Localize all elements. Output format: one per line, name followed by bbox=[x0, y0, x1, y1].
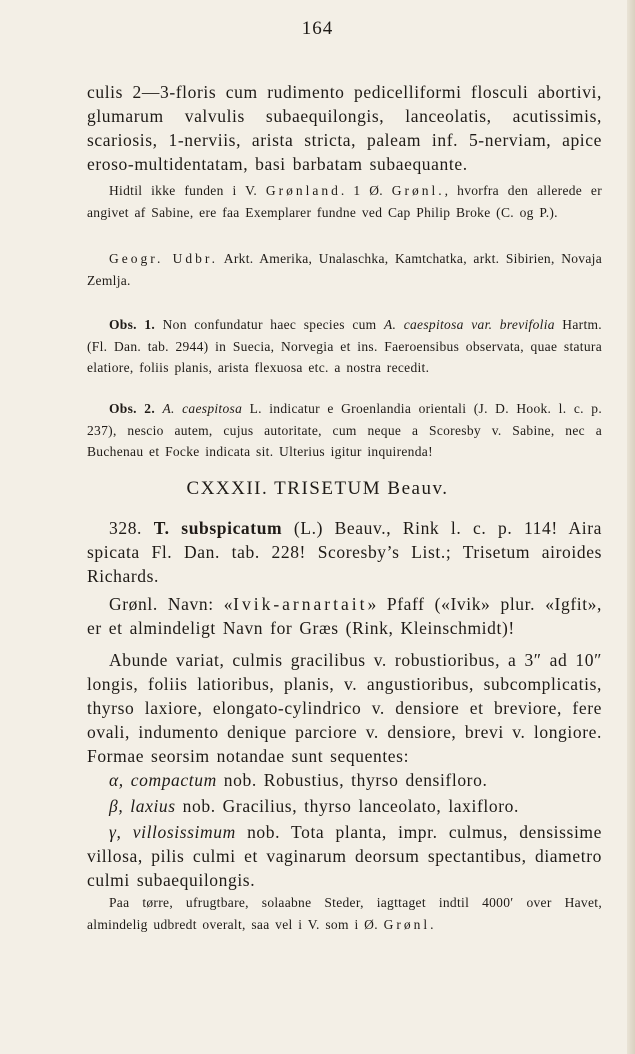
paragraph-obs-2 bbox=[87, 398, 602, 463]
form-letter: γ, bbox=[109, 822, 122, 842]
text-run: Hartm. (Fl. Dan. tab. 2944) in Suecia, Norvegia et ins. Faeroensibus observata, quae statura elatiore, foliis planis, arista flexuosa etc. a nostra recedit. bbox=[87, 317, 602, 375]
form-letter: β, bbox=[109, 796, 124, 816]
paragraph-greenlandic-name bbox=[87, 592, 602, 640]
obs-label: Obs. 2. bbox=[109, 401, 156, 416]
text-run-italic: A. caespitosa var. brevifolia bbox=[383, 317, 555, 332]
text-run-spaced: Grønl. bbox=[383, 916, 437, 932]
text-run: (L.) Beauv., Rink l. c. p. 114! Aira spicata Fl. Dan. tab. 228! Scoresby’s List.; Trisetum airoides Richards. bbox=[87, 518, 602, 586]
text-run: L. indicatur e Groenlandia orientali (J. D. Hook. l. c. p. 237), nescio autem, cujus autoritate, cum neque a Scoresby v. Sabine, nec a Buchenau et Focke indicata sit. Ulterius igitur inquirenda! bbox=[87, 401, 602, 459]
form-beta bbox=[87, 794, 602, 818]
species-number: 328. bbox=[109, 518, 143, 538]
paragraph-variation: Abunde variat, culmis gracilibus v. robustioribus, a 3″ ad 10″ longis, foliis latioribus, planis, v. angustioribus, subcomplicatis, thyrso laxiore, elongato-cylindrico v. densiore et breviore, fere ovali, indumento denique parciore v. densiore, brevi v. longiore. Formae seorsim notandae sunt sequentes: bbox=[87, 650, 602, 766]
text-run: Grønl. Navn: « bbox=[109, 594, 234, 614]
text-run-spaced: Geogr. Udbr. bbox=[109, 251, 218, 266]
text-run-italic: A. caespitosa bbox=[162, 401, 243, 416]
species-name: T. subspicatum bbox=[153, 518, 283, 538]
text-run: nob. Robustius, thyrso densifloro. bbox=[216, 770, 488, 790]
paragraph-habitat bbox=[87, 892, 602, 935]
text-run: Paa tørre, ufrugtbare, solaabne Steder, iagttaget indtil 4000′ over Havet, almindelig udbredt overalt, saa vel i V. som i Ø. bbox=[87, 895, 602, 932]
paragraph-geography bbox=[87, 248, 602, 291]
form-letter: α, bbox=[109, 770, 124, 790]
paragraph-distribution bbox=[87, 180, 602, 223]
page-edge bbox=[627, 0, 635, 1054]
form-name: laxius bbox=[130, 796, 176, 816]
page-number: 164 bbox=[301, 18, 334, 39]
text-run-spaced: Grønland bbox=[265, 183, 341, 198]
text-run: » Pfaff («Ivik» plur. «Igfit», er et almindeligt Navn for Græs (Rink, Kleinschmidt)! bbox=[87, 594, 603, 638]
form-alpha bbox=[87, 768, 602, 792]
form-name: compactum bbox=[130, 770, 217, 790]
text-run: Non confundatur haec species cum bbox=[155, 317, 384, 332]
obs-label: Obs. 1. bbox=[109, 317, 156, 332]
text-run: nob. Tota planta, impr. culmus, densissime villosa, pilis culmi et vaginarum deorsum spectantibus, diametro culmi subaequilongis. bbox=[87, 822, 602, 890]
form-gamma bbox=[87, 820, 602, 892]
paragraph-obs-1 bbox=[87, 314, 602, 379]
text-run: , hvorfra den allerede er angivet af Sabine, ere faa Exemplarer fundne ved Cap Philip Broke (C. og P.). bbox=[87, 183, 602, 220]
section-heading: CXXXII. TRISETUM Beauv. bbox=[186, 478, 449, 499]
text-run-spaced: Grønl. bbox=[391, 183, 445, 198]
paragraph-species bbox=[87, 516, 602, 588]
text-run: Arkt. Amerika, Unalaschka, Kamtchatka, arkt. Sibirien, Novaja Zemlja. bbox=[87, 251, 602, 288]
text-run: Hidtil ikke funden i V. bbox=[109, 183, 266, 198]
text-run: nob. Gracilius, thyrso lanceolato, laxifloro. bbox=[175, 796, 519, 816]
form-name: villosissimum bbox=[132, 822, 236, 842]
paragraph-diagnosis: culis 2—3-floris cum rudimento pedicelliformi flosculi abortivi, glumarum valvulis subaequilongis, lanceolatis, acutissimis, scariosis, 1-nerviis, arista stricta, paleam inf. 5-nerviam, apice eroso-multidentatam, basi barbatam subaequante. bbox=[87, 82, 602, 174]
text-run-spaced: Ivik-arnartait bbox=[233, 594, 368, 614]
text-run: . 1 Ø. bbox=[340, 183, 392, 198]
